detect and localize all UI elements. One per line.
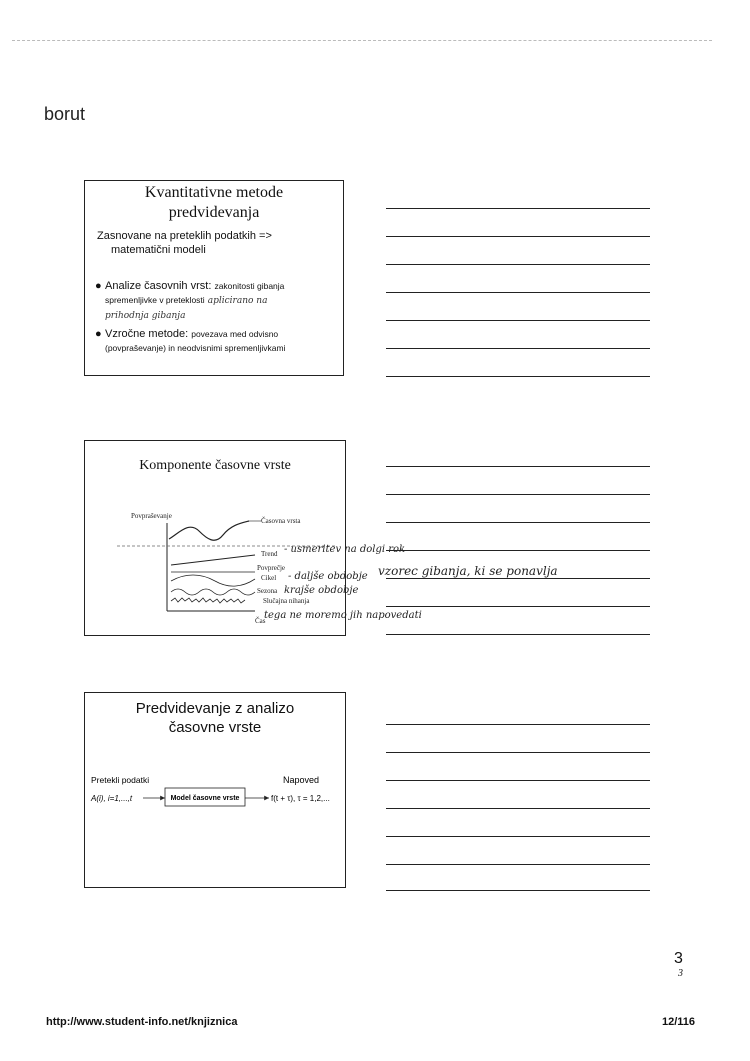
x-axis-label: Čas (255, 617, 266, 625)
bullet-dot-icon: ● (95, 328, 102, 340)
handwritten-note: aplicirano na (207, 296, 268, 306)
author-name: borut (44, 104, 86, 124)
handwritten-note: - usmeritev na dolgi rok (284, 544, 406, 555)
scan-top-edge (12, 40, 712, 41)
svg-text:Slučajna nihanja: Slučajna nihanja (263, 597, 310, 605)
slide1-title: Kvantitativne metode predvidevanja (144, 184, 284, 221)
output-series: f(t + τ), τ = 1,2,... (271, 794, 330, 803)
page-number: 3 (674, 950, 683, 967)
model-label: Model časovne vrste (170, 795, 240, 802)
random-curve (171, 598, 245, 603)
trend-line (171, 555, 255, 565)
page-number-handwritten: 3 (678, 968, 683, 979)
bullet-time-series: ● Analize časovnih vrst: zakonitosti gibanja spremenljivke v preteklosti aplicirano na prihodnja gibanja (95, 280, 285, 321)
slide3-title: Predvidevanje z analizo časovne vrste (135, 700, 295, 736)
forecast-flow-diagram (85, 693, 347, 889)
bullet-causal: ● Vzročne metode: povezava med odvisno (povpraševanje) in neodvisnimi spremenljivkami (95, 328, 286, 353)
svg-text:Sezona: Sezona (257, 587, 278, 595)
forecast-label: Napoved (283, 775, 320, 785)
footer-url[interactable]: http://www.student-info.net/knjiznica (46, 1016, 238, 1028)
season-curve (171, 589, 255, 595)
y-axis-label: Povpraševanje (131, 512, 172, 520)
slide2-title: Komponente časovne vrste (139, 458, 291, 473)
handwritten-note: vzorec gibanja, ki se ponavlja (378, 564, 558, 578)
past-data-label: Pretekli podatki (91, 775, 150, 785)
handwritten-note: prihodnja gibanja (105, 311, 186, 321)
slide-quantitative-methods (84, 180, 344, 376)
slide-forecasting-time-series (84, 692, 346, 888)
series-label: Časovna vrsta (261, 517, 301, 525)
svg-text:Povprečje: Povprečje (257, 564, 285, 572)
footer-page-count: 12/116 (662, 1016, 696, 1028)
components-diagram (85, 441, 347, 637)
slide-time-series-components (84, 440, 346, 636)
svg-text:Trend: Trend (261, 550, 278, 558)
slide1-intro: Zasnovane na preteklih podatkih => matematični modeli (97, 230, 272, 256)
bullet-dot-icon: ● (95, 280, 102, 292)
svg-text:Cikel: Cikel (261, 574, 277, 582)
cycle-curve (171, 575, 255, 586)
input-series: A(i), i=1,...,t (91, 794, 133, 803)
handwritten-note: tega ne moremo jih napovedati (264, 610, 422, 621)
handwritten-note: - daljše obdobje (288, 571, 368, 582)
handwritten-note: krajše obdobje (284, 585, 359, 596)
time-series-curve (169, 521, 249, 540)
